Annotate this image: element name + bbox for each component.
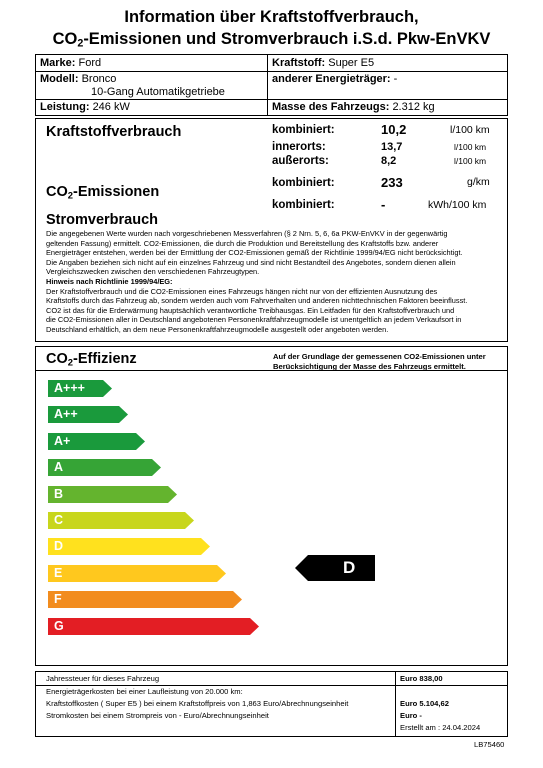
- leistung-row: Leistung: 246 kW: [40, 101, 130, 113]
- innerorts-unit: l/100 km: [454, 142, 487, 152]
- ausserorts-unit: l/100 km: [454, 156, 487, 166]
- page-title-line-1: Information über Kraftstoffverbrauch,: [124, 8, 419, 26]
- co2-kombiniert-label: kombiniert:: [272, 177, 335, 189]
- created-date: Erstellt am : 24.04.2024: [400, 723, 481, 732]
- kombiniert-value: 10,2: [381, 122, 407, 137]
- fuel-costs-label: Kraftstoffkosten ( Super E5 ) bei einem Kraftstoffpreis von 1,863 Euro/Abrechnungseinheit: [46, 699, 349, 708]
- efficiency-rating-indicator: [295, 555, 375, 586]
- masse-row: Masse des Fahrzeugs: 2.312 kg: [272, 101, 435, 113]
- directive-heading: Hinweis nach Richtlinie 1999/94/EG:: [46, 276, 173, 286]
- efficiency-class-label: A++: [54, 407, 78, 421]
- rating-label: D: [343, 558, 356, 577]
- efficiency-class-label: F: [54, 592, 62, 606]
- efficiency-class-f: [48, 591, 242, 608]
- efficiency-class-aplusplusplus: [48, 380, 112, 397]
- efficiency-class-b: [48, 486, 177, 503]
- energietraeger-row: anderer Energieträger: -: [272, 73, 398, 85]
- kombiniert-label: kombiniert:: [272, 124, 335, 136]
- efficiency-class-label: G: [54, 619, 64, 633]
- power-costs-value: Euro -: [400, 711, 422, 720]
- efficiency-class-label: A: [54, 460, 64, 474]
- page-title-line-2: $CO_2$-Emissionen und Stromverbrauch i.S.d. Pkw-EnVKV: [52, 30, 491, 50]
- efficiency-class-g: [48, 618, 259, 635]
- modell-row-2: 10-Gang Automatikgetriebe: [91, 86, 225, 98]
- ausserorts-label: außerorts:: [272, 155, 329, 167]
- strom-kombiniert-value: -: [381, 197, 386, 212]
- efficiency-class-label: E: [54, 566, 63, 580]
- efficiency-class-label: A+: [54, 434, 71, 448]
- efficiency-class-aplus: [48, 433, 145, 450]
- annual-tax-label: Jahressteuer für dieses Fahrzeug: [46, 674, 160, 683]
- form-id: LB75460: [474, 740, 505, 749]
- strom-kombiniert-unit: kWh/100 km: [428, 199, 487, 211]
- co2-efficiency-title: $CO_2$-Effizienz: [46, 351, 137, 368]
- kombiniert-unit: l/100 km: [450, 124, 490, 136]
- innerorts-label: innerorts:: [272, 141, 326, 153]
- efficiency-class-label: A+++: [54, 381, 85, 395]
- costs-box: [35, 671, 508, 737]
- fuel-consumption-heading: Kraftstoffverbrauch: [46, 124, 182, 140]
- efficiency-class-aplusplus: [48, 406, 128, 423]
- efficiency-class-label: C: [54, 513, 64, 527]
- power-consumption-heading: Stromverbrauch: [46, 212, 159, 228]
- efficiency-class-label: D: [54, 539, 64, 553]
- annual-tax-value: Euro 838,00: [400, 674, 443, 683]
- efficiency-class-label: B: [54, 487, 64, 501]
- vehicle-info-table: [35, 54, 508, 116]
- co2-kombiniert-value: 233: [381, 175, 403, 190]
- efficiency-class-a: [48, 459, 161, 476]
- efficiency-class-c: [48, 512, 194, 529]
- consumption-box: [35, 118, 508, 342]
- modell-row: Modell: Bronco: [40, 73, 117, 85]
- marke-row: Marke: Ford: [40, 57, 102, 69]
- efficiency-basis-note: Auf der Grundlage der gemessenen CO2-Emissionen unter Berücksichtigung der Masse des Fahrzeugs ermittelt.: [273, 352, 486, 371]
- efficiency-class-d: [48, 538, 210, 555]
- co2-kombiniert-unit: g/km: [467, 176, 490, 188]
- ausserorts-value: 8,2: [381, 155, 397, 167]
- co2-efficiency-box: [35, 346, 508, 666]
- disclaimer-text: Die angegebenen Werte wurden nach vorgeschriebenen Messverfahren (§ 2 Nrn. 5, 6, 6a PKW-EnVKV in der gegenwärtig geltenden Fassung) ermittelt. CO2-Emissionen, die durch die Produktion und Bereitstellung des Kraftstoffs bzw. anderer Energieträger entstehen, werden bei der Ermittlung der CO2-Emissionen gemäß der Richtlinie 1999/94/EG nicht berücksichtigt. Die Angaben beziehen sich nicht auf ein einzelnes Fahrzeug und sind nicht Bestandteil des Angebotes, sondern dienen allein Vergleichszwecken zwischen den verschiedenen Fahrzeugtypen. Hinweis nach Richtlinie 1999/94/EG: Der Kraftstoffverbrauch und die CO2-Emissionen eines Fahrzeugs hängen nicht nur von der effizienten Ausnutzung des Kraftstoffs durch das Fahrzeug ab, sondern werden auch vom Fahrverhalten und anderen nichttechnischen Faktoren beeinflusst. CO2 ist das für die Erderwärmung hauptsächlich verantwortliche Treibhausgas. Ein Leitfaden für den Kraftstoffverbrauch und die CO2-Emissionen aller in Deutschland angebotenen Personenkraftfahrzeugmodelle ist unentgeltlich an jedem Verkaufsort in Deutschland erhältlich, an dem neue Personenkraftfahrzeugmodelle ausgestellt oder angeboten werden.: [46, 229, 504, 335]
- co2-emissions-heading: $CO_2$-Emissionen: [46, 184, 160, 201]
- efficiency-class-e: [48, 565, 226, 582]
- power-costs-label: Stromkosten bei einem Strompreis von - Euro/Abrechnungseinheit: [46, 711, 269, 720]
- kraftstoff-row: Kraftstoff: Super E5: [272, 57, 375, 69]
- innerorts-value: 13,7: [381, 141, 403, 153]
- energy-costs-heading: Energieträgerkosten bei einer Laufleistung von 20.000 km:: [46, 687, 243, 696]
- strom-kombiniert-label: kombiniert:: [272, 199, 335, 211]
- fuel-costs-value: Euro 5.104,62: [400, 699, 449, 708]
